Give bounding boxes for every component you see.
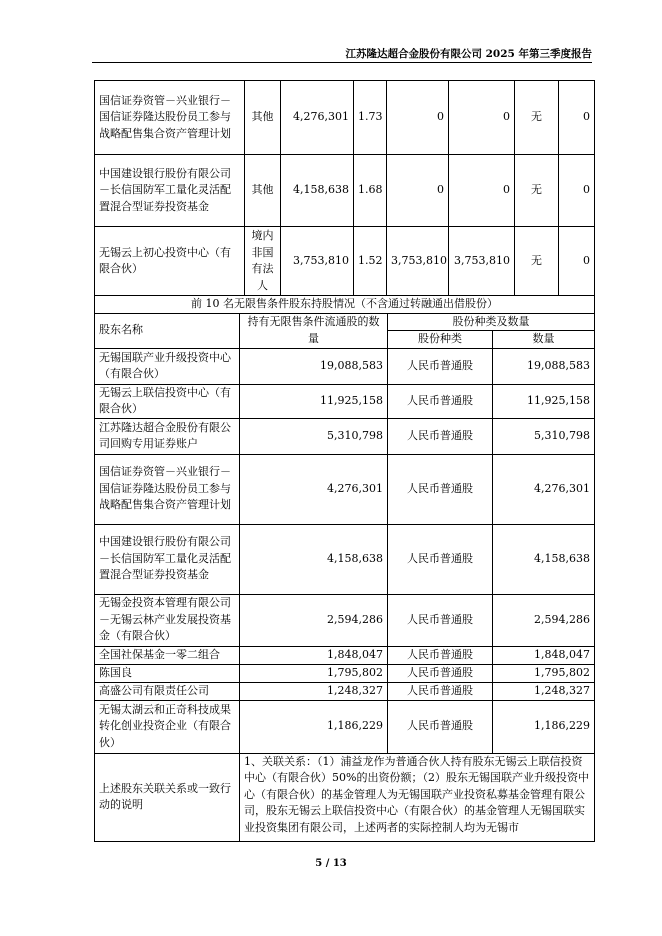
holder-qty: 1,848,047 bbox=[240, 646, 388, 664]
holding-ratio: 1.68 bbox=[354, 155, 387, 227]
page-number: 5 / 13 bbox=[315, 858, 347, 869]
holder-qty: 2,594,286 bbox=[240, 594, 388, 646]
share-type: 人民币普通股 bbox=[388, 700, 493, 753]
holder-name: 全国社保基金一零二组合 bbox=[95, 646, 240, 664]
table-row bbox=[95, 384, 595, 418]
share-type: 人民币普通股 bbox=[388, 418, 493, 454]
holder-qty: 1,795,802 bbox=[240, 664, 388, 682]
holding-ratio: 1.52 bbox=[354, 227, 387, 296]
share-type: 人民币普通股 bbox=[388, 646, 493, 664]
share-type: 人民币普通股 bbox=[388, 454, 493, 524]
share-count: 5,310,798 bbox=[493, 418, 595, 454]
lent-shares: 0 bbox=[449, 155, 515, 227]
holder-qty: 5,310,798 bbox=[240, 418, 388, 454]
table-row bbox=[95, 454, 595, 524]
relation-row bbox=[95, 753, 595, 841]
table-row bbox=[95, 418, 595, 454]
holder-name: 无锡金投资本管理有限公司－无锡云林产业发展投资基金（有限合伙） bbox=[95, 594, 240, 646]
share-count: 4,158,638 bbox=[493, 524, 595, 594]
share-type: 人民币普通股 bbox=[388, 682, 493, 700]
table-row bbox=[95, 524, 595, 594]
lent-shares: 0 bbox=[449, 81, 515, 155]
holding-ratio: 1.73 bbox=[354, 81, 387, 155]
share-count: 19,088,583 bbox=[493, 348, 595, 384]
holder-name: 无锡国联产业升级投资中心（有限合伙） bbox=[95, 348, 240, 384]
holder-qty: 19,088,583 bbox=[240, 348, 388, 384]
share-type: 人民币普通股 bbox=[388, 524, 493, 594]
share-count: 4,276,301 bbox=[493, 454, 595, 524]
pledge-status: 无 bbox=[515, 227, 559, 296]
section-title: 前 10 名无限售条件股东持股情况（不含通过转融通出借股份） bbox=[95, 296, 595, 314]
table-row bbox=[95, 646, 595, 664]
holder-name: 陈国良 bbox=[95, 664, 240, 682]
holder-name: 高盛公司有限责任公司 bbox=[95, 682, 240, 700]
share-type: 人民币普通股 bbox=[388, 348, 493, 384]
shareholder-nature: 境内非国有法人 bbox=[245, 227, 281, 296]
holder-qty: 4,158,638 bbox=[240, 524, 388, 594]
share-count: 1,795,802 bbox=[493, 664, 595, 682]
shareholder-name: 中国建设银行股份有限公司－长信国防军工量化灵活配置混合型证券投资基金 bbox=[95, 155, 245, 227]
share-type: 人民币普通股 bbox=[388, 664, 493, 682]
table-row bbox=[95, 348, 595, 384]
relation-label: 上述股东关联关系或一致行动的说明 bbox=[95, 753, 240, 841]
pledge-quantity: 0 bbox=[559, 155, 595, 227]
table-row bbox=[95, 81, 595, 155]
share-count: 1,248,327 bbox=[493, 682, 595, 700]
lent-shares: 3,753,810 bbox=[449, 227, 515, 296]
share-type: 人民币普通股 bbox=[388, 594, 493, 646]
pledge-status: 无 bbox=[515, 155, 559, 227]
col-header-qty: 持有无限售条件流通股的数量 bbox=[240, 313, 388, 348]
pledge-status: 无 bbox=[515, 81, 559, 155]
shareholder-name: 无锡云上初心投资中心（有限合伙） bbox=[95, 227, 245, 296]
shareholder-nature: 其他 bbox=[245, 81, 281, 155]
col-header-count: 数量 bbox=[493, 331, 595, 349]
share-count: 1,848,047 bbox=[493, 646, 595, 664]
shareholder-name: 国信证券资管－兴业银行－国信证券隆达股份员工参与战略配售集合资产管理计划 bbox=[95, 81, 245, 155]
restricted-shares: 3,753,810 bbox=[387, 227, 449, 296]
table-row bbox=[95, 664, 595, 682]
top10-shareholders-table bbox=[94, 80, 595, 296]
table-row bbox=[95, 227, 595, 296]
restricted-shares: 0 bbox=[387, 155, 449, 227]
share-type: 人民币普通股 bbox=[388, 384, 493, 418]
col-header-type: 股份种类 bbox=[388, 331, 493, 349]
header-rule bbox=[92, 62, 592, 63]
restricted-shares: 0 bbox=[387, 81, 449, 155]
pledge-quantity: 0 bbox=[559, 81, 595, 155]
shares-held: 4,158,638 bbox=[281, 155, 354, 227]
holder-qty: 11,925,158 bbox=[240, 384, 388, 418]
holder-qty: 1,186,229 bbox=[240, 700, 388, 753]
holder-name: 无锡云上联信投资中心（有限合伙） bbox=[95, 384, 240, 418]
share-count: 2,594,286 bbox=[493, 594, 595, 646]
col-header-type-group: 股份种类及数量 bbox=[388, 313, 595, 331]
shares-held: 3,753,810 bbox=[281, 227, 354, 296]
table-row bbox=[95, 155, 595, 227]
holder-name: 中国建设银行股份有限公司－长信国防军工量化灵活配置混合型证券投资基金 bbox=[95, 524, 240, 594]
holder-name: 江苏隆达超合金股份有限公司回购专用证券账户 bbox=[95, 418, 240, 454]
holder-qty: 4,276,301 bbox=[240, 454, 388, 524]
holder-qty: 1,248,327 bbox=[240, 682, 388, 700]
shares-held: 4,276,301 bbox=[281, 81, 354, 155]
table-row bbox=[95, 700, 595, 753]
table-row bbox=[95, 594, 595, 646]
pledge-quantity: 0 bbox=[559, 227, 595, 296]
header-row bbox=[95, 313, 595, 331]
col-header-name: 股东名称 bbox=[95, 313, 240, 348]
unrestricted-shareholders-table bbox=[94, 295, 595, 842]
table-row bbox=[95, 682, 595, 700]
report-header: 江苏隆达超合金股份有限公司 2025 年第三季度报告 bbox=[345, 48, 592, 60]
section-title-row bbox=[95, 296, 595, 314]
share-count: 11,925,158 bbox=[493, 384, 595, 418]
shareholder-nature: 其他 bbox=[245, 155, 281, 227]
holder-name: 国信证券资管－兴业银行－国信证券隆达股份员工参与战略配售集合资产管理计划 bbox=[95, 454, 240, 524]
relation-text: 1、关联关系：（1）浦益龙作为普通合伙人持有股东无锡云上联信投资中心（有限合伙）50%的出资份额；（2）股东无锡国联产业升级投资中心（有限合伙）的基金管理人为无锡国联产业投资私募基金管理有限公司，股东无锡云上联信投资中心（有限合伙）的基金管理人无锡国联实业投资集团有限公司，上述两者的实际控制人均为无锡市 bbox=[240, 753, 595, 841]
share-count: 1,186,229 bbox=[493, 700, 595, 753]
holder-name: 无锡太湖云和正奇科技成果转化创业投资企业（有限合伙） bbox=[95, 700, 240, 753]
